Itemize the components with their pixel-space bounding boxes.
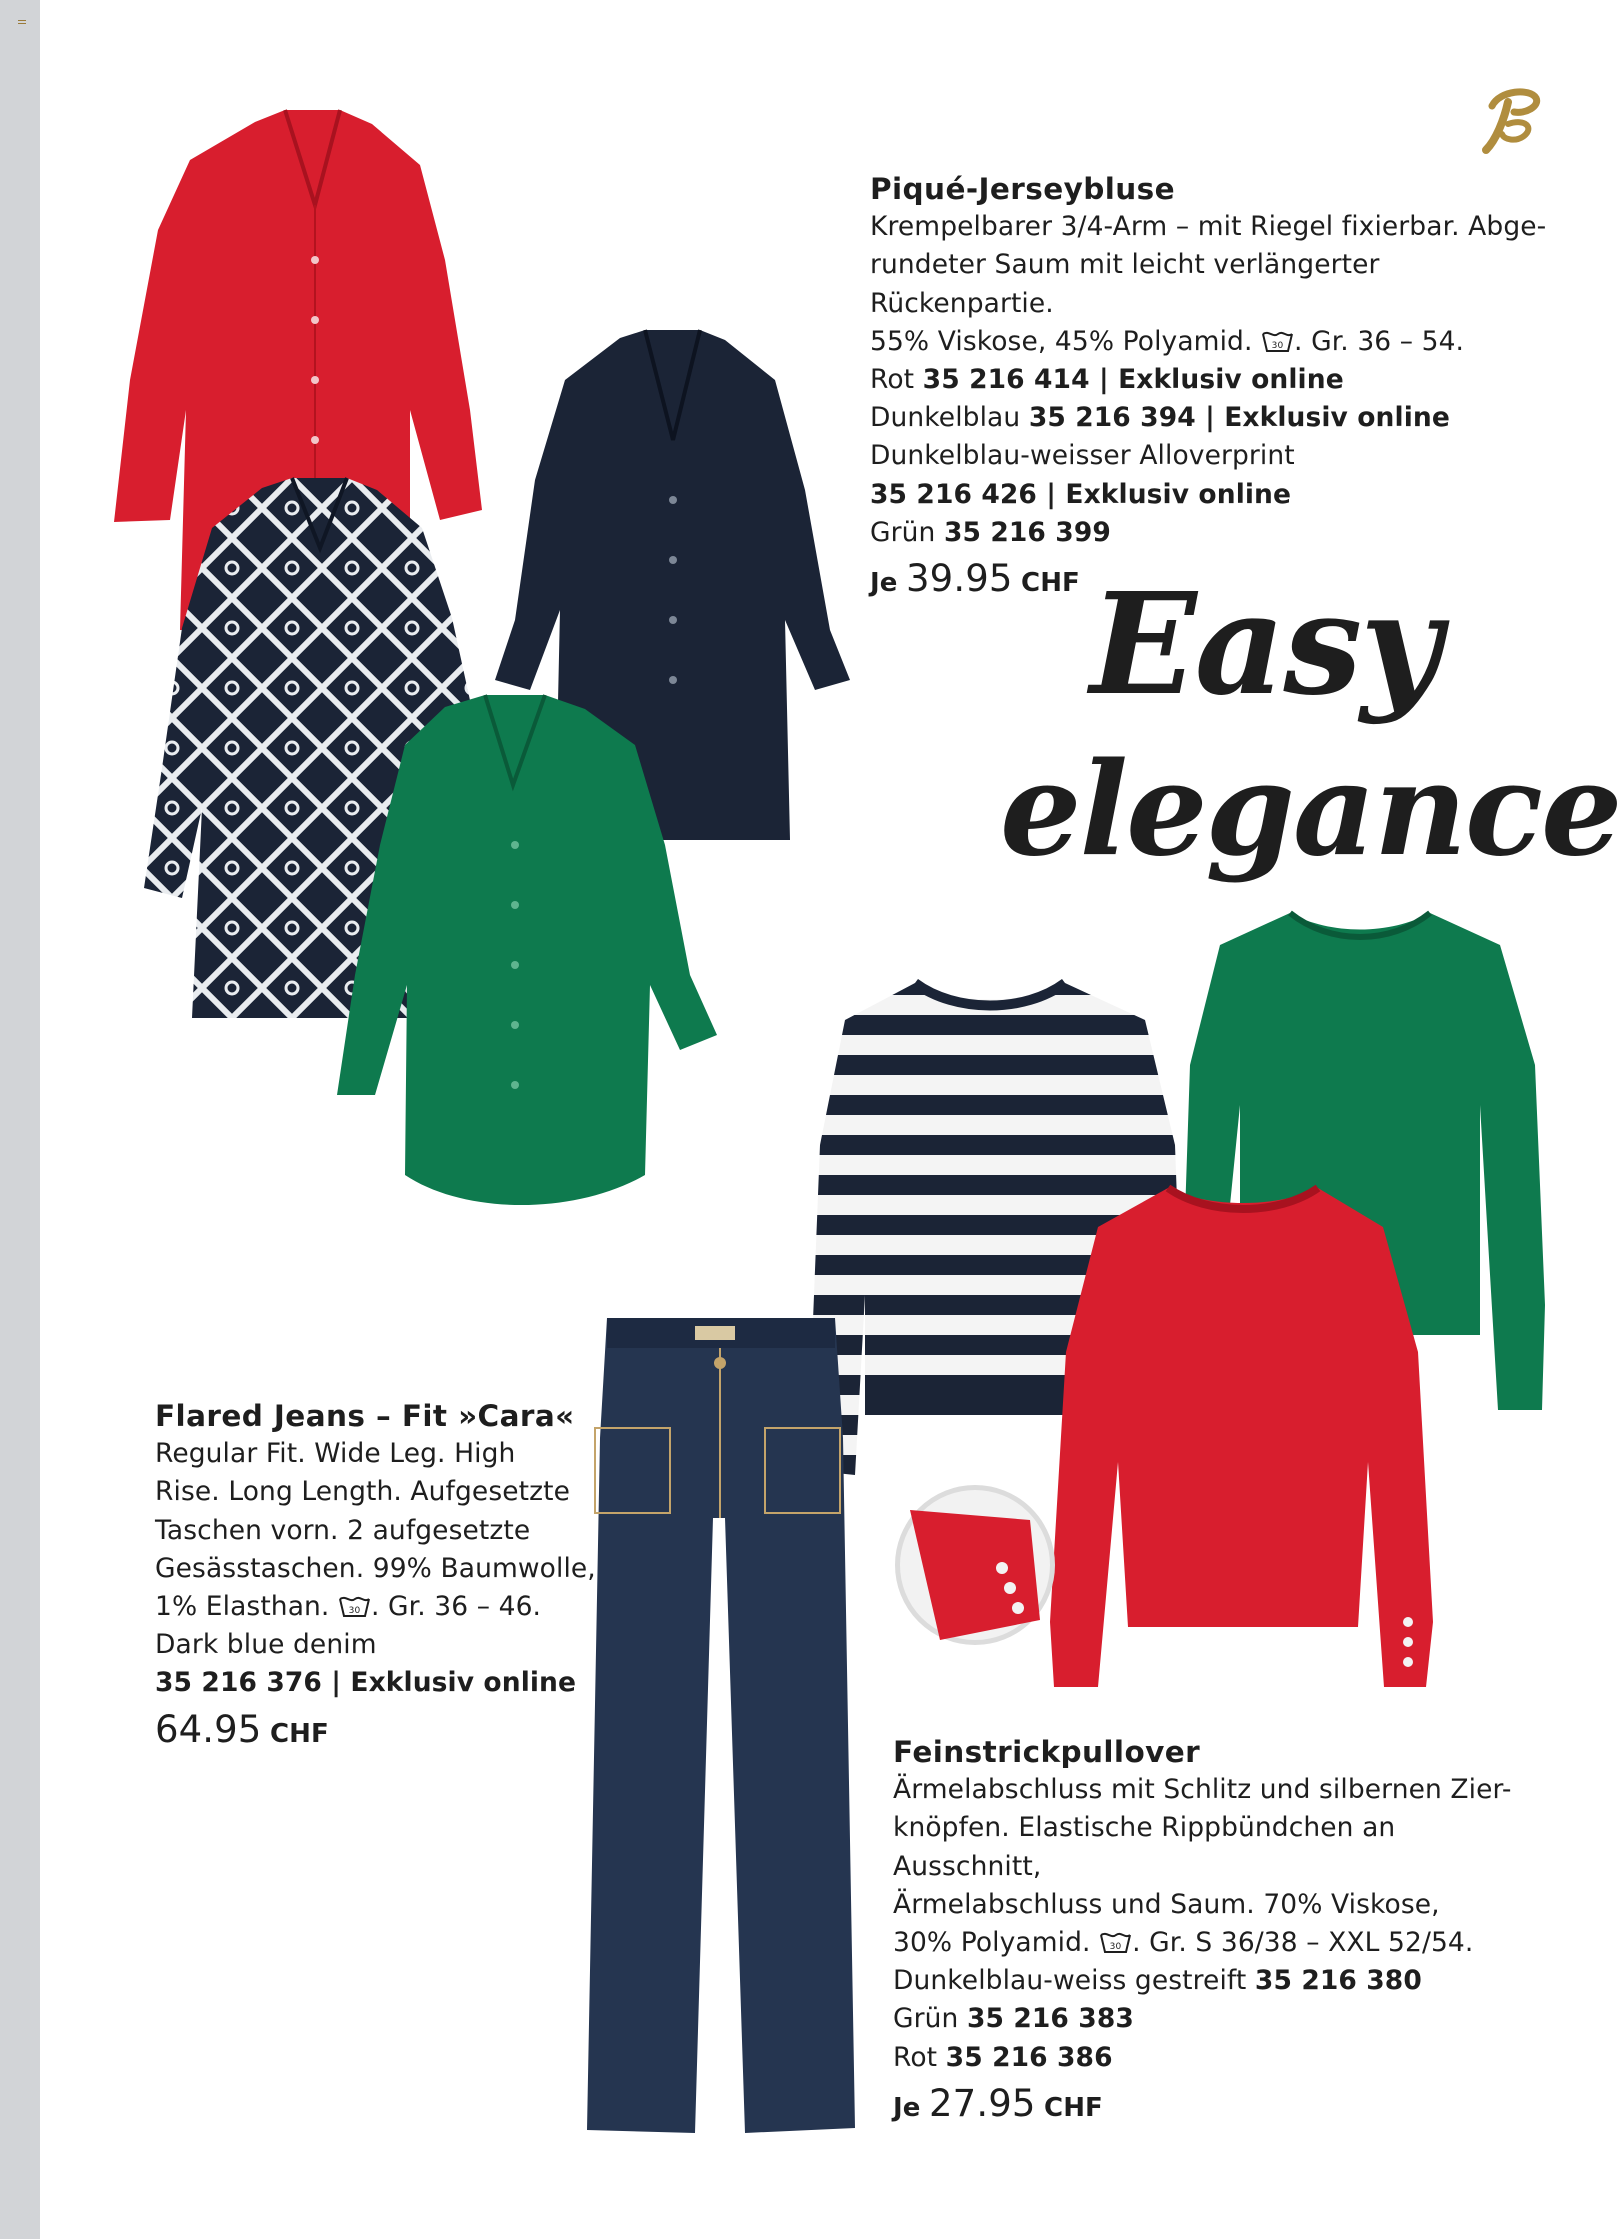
svg-text:30: 30 <box>1109 1942 1122 1953</box>
wash-30-icon <box>338 1595 371 1619</box>
blouse-variant-print-number: 35 216 426 | Exklusiv online <box>870 478 1292 510</box>
jeans-desc-line: Rise. Long Length. Aufgesetzte <box>155 1476 571 1508</box>
blouse-variant-print: Dunkelblau-weisser Alloverprint <box>870 440 1295 472</box>
blouse-material-line <box>870 323 1550 361</box>
blouse-desc-2: rundeter Saum mit leicht verlängerter Rückenpartie. <box>870 249 1380 319</box>
jeans-color: Dark blue denim <box>155 1629 377 1661</box>
jeans-number: 35 216 376 | Exklusiv online <box>155 1667 577 1699</box>
pullover-variant-green: Grün 35 216 383 <box>893 2003 1134 2035</box>
jeans-desc-line: Taschen vorn. 2 aufgesetzte <box>155 1514 531 1546</box>
headline-line1: Easy <box>1090 563 1440 727</box>
blouse-price: Je 39.95 CHF <box>870 557 1080 601</box>
pullover-variant-red: Rot 35 216 386 <box>893 2041 1113 2073</box>
pullover-info <box>893 1733 1550 2127</box>
wash-30-icon <box>1261 330 1294 354</box>
jeans-desc-line: Gesässtaschen. 99% Baumwolle, <box>155 1552 596 1584</box>
blouse-variant-green: Grün 35 216 399 <box>870 516 1111 548</box>
jeans-price: 64.95 CHF <box>155 1707 329 1751</box>
svg-text:30: 30 <box>1271 340 1284 351</box>
flared-jeans-image <box>585 1318 855 2136</box>
pullover-desc-line: knöpfen. Elastische Rippbündchen an Ausschnitt, <box>893 1812 1396 1882</box>
blouse-desc-1: Krempelbarer 3/4-Arm – mit Riegel fixierbar. Abge- <box>870 211 1547 243</box>
blouse-info <box>870 170 1550 602</box>
pullover-price: Je 27.95 CHF <box>893 2081 1103 2125</box>
green-blouse-image <box>335 695 720 1215</box>
headline-line2: elegance <box>1000 735 1620 885</box>
jeans-info <box>155 1397 596 1753</box>
menu-icon[interactable] <box>18 20 26 28</box>
pullover-title: Feinstrickpullover <box>893 1735 1201 1769</box>
jeans-material-line: 1% Elasthan. 30 . Gr. 36 – 46. <box>155 1591 542 1623</box>
sleeve-detail-image <box>895 1485 1055 1645</box>
pullover-desc-line: Ärmelabschluss und Saum. 70% Viskose, <box>893 1888 1440 1920</box>
pullover-desc-line: Ärmelabschluss mit Schlitz und silbernen Zier- <box>893 1774 1512 1806</box>
pullover-variant-striped: Dunkelblau-weiss gestreift 35 216 380 <box>893 1965 1422 1997</box>
red-pullover-image <box>1048 1182 1433 1687</box>
jeans-desc-line: Regular Fit. Wide Leg. High <box>155 1438 516 1470</box>
svg-text:30: 30 <box>348 1606 361 1617</box>
tchibo-logo-icon <box>1478 84 1542 156</box>
blouse-variant-navy: Dunkelblau 35 216 394 | Exklusiv online <box>870 402 1450 434</box>
pullover-material-line: 30% Polyamid. 30 . Gr. S 36/38 – XXL 52/54. <box>893 1927 1474 1959</box>
blouse-sizes: . Gr. 36 – 54. <box>1294 325 1465 357</box>
sidebar-strip <box>0 0 40 2239</box>
jeans-title: Flared Jeans – Fit »Cara« <box>155 1399 575 1433</box>
wash-30-icon <box>1099 1931 1132 1955</box>
blouse-variant-red: Rot 35 216 414 | Exklusiv online <box>870 364 1344 396</box>
blouse-material: 55% Viskose, 45% Polyamid. <box>870 325 1253 357</box>
blouse-title: Piqué-Jerseybluse <box>870 172 1176 206</box>
